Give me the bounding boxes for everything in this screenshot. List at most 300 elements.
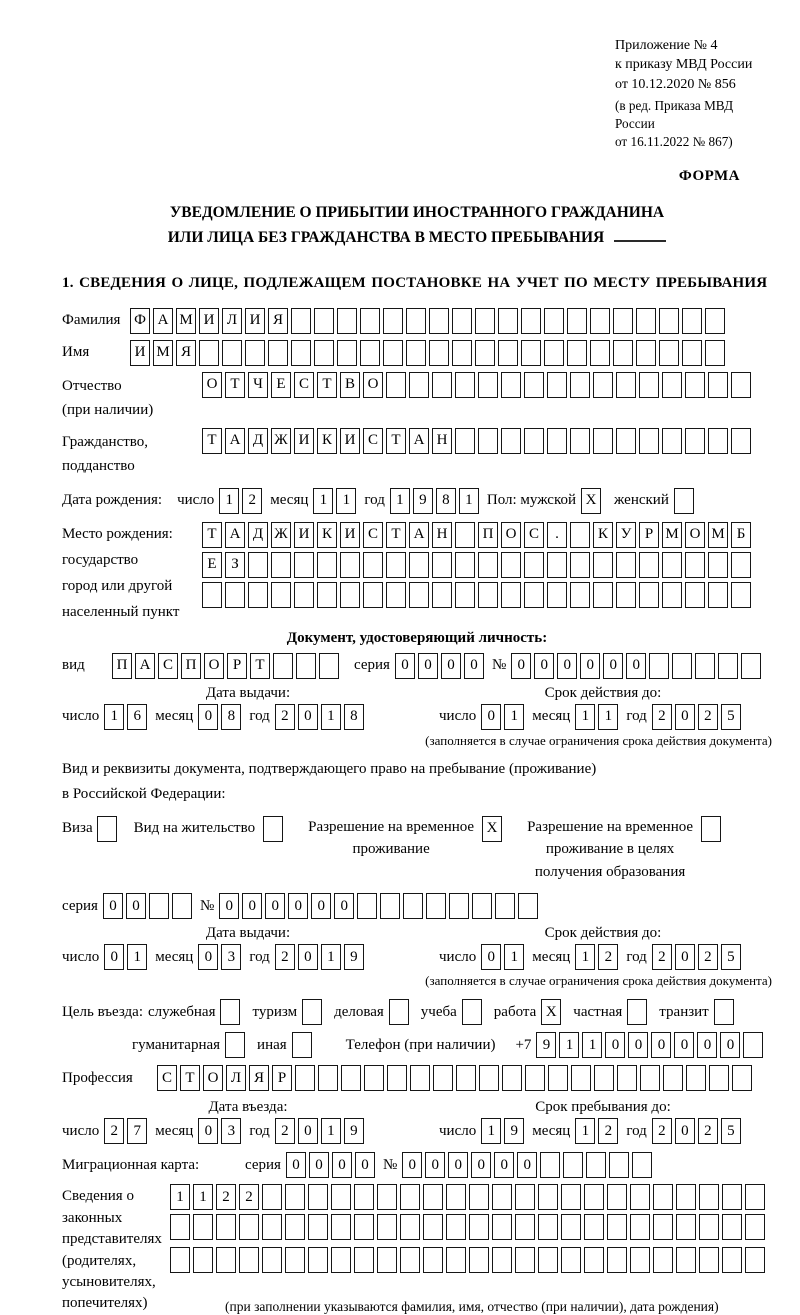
form-cell[interactable]: Т — [250, 653, 270, 679]
form-cell[interactable]: С — [524, 522, 544, 548]
form-cell[interactable] — [731, 428, 751, 454]
form-cell[interactable]: К — [317, 428, 337, 454]
temp-residence-checkbox[interactable] — [482, 816, 505, 842]
form-cell[interactable] — [220, 999, 240, 1025]
form-cell[interactable]: 9 — [413, 488, 433, 514]
form-cell[interactable]: И — [294, 522, 314, 548]
form-cell[interactable] — [262, 1184, 282, 1210]
form-cell[interactable]: 0 — [651, 1032, 671, 1058]
form-cell[interactable]: А — [409, 428, 429, 454]
form-cell[interactable]: 0 — [311, 893, 331, 919]
form-cell[interactable]: 1 — [459, 488, 479, 514]
visa-checkbox[interactable] — [97, 816, 120, 842]
form-cell[interactable] — [593, 372, 613, 398]
form-cell[interactable] — [662, 428, 682, 454]
form-cell[interactable] — [377, 1214, 397, 1240]
birth-place-line1[interactable] — [202, 522, 754, 548]
form-cell[interactable] — [544, 308, 564, 334]
form-cell[interactable]: 1 — [104, 704, 124, 730]
form-cell[interactable]: 8 — [436, 488, 456, 514]
migration-number-input[interactable] — [402, 1152, 655, 1178]
form-cell[interactable] — [659, 340, 679, 366]
form-cell[interactable] — [515, 1247, 535, 1273]
residence-number-input[interactable] — [219, 893, 541, 919]
form-cell[interactable] — [262, 1247, 282, 1273]
form-cell[interactable] — [387, 1065, 407, 1091]
form-cell[interactable] — [547, 552, 567, 578]
form-cell[interactable] — [386, 552, 406, 578]
form-cell[interactable]: 0 — [511, 653, 531, 679]
form-cell[interactable] — [676, 1247, 696, 1273]
form-cell[interactable]: X — [581, 488, 601, 514]
form-cell[interactable] — [538, 1214, 558, 1240]
form-cell[interactable] — [567, 340, 587, 366]
form-cell[interactable]: Ж — [271, 522, 291, 548]
form-cell[interactable]: 1 — [582, 1032, 602, 1058]
form-cell[interactable] — [616, 552, 636, 578]
form-cell[interactable] — [685, 428, 705, 454]
form-cell[interactable] — [308, 1214, 328, 1240]
form-cell[interactable]: 0 — [464, 653, 484, 679]
form-cell[interactable] — [331, 1214, 351, 1240]
form-cell[interactable] — [314, 340, 334, 366]
form-cell[interactable]: 2 — [275, 704, 295, 730]
form-cell[interactable]: О — [685, 522, 705, 548]
form-cell[interactable] — [360, 308, 380, 334]
form-cell[interactable]: 0 — [332, 1152, 352, 1178]
legal-reps-line1[interactable] — [170, 1184, 768, 1210]
form-cell[interactable]: П — [112, 653, 132, 679]
form-cell[interactable] — [705, 308, 725, 334]
form-cell[interactable] — [653, 1214, 673, 1240]
form-cell[interactable]: Е — [202, 552, 222, 578]
form-cell[interactable]: 0 — [288, 893, 308, 919]
form-cell[interactable]: Е — [271, 372, 291, 398]
form-cell[interactable] — [216, 1247, 236, 1273]
form-cell[interactable] — [708, 372, 728, 398]
form-cell[interactable] — [285, 1247, 305, 1273]
form-cell[interactable] — [663, 1065, 683, 1091]
form-cell[interactable]: К — [317, 522, 337, 548]
form-cell[interactable] — [170, 1214, 190, 1240]
form-cell[interactable]: 0 — [395, 653, 415, 679]
form-cell[interactable] — [570, 522, 590, 548]
form-cell[interactable]: 2 — [598, 944, 618, 970]
form-cell[interactable] — [294, 582, 314, 608]
profession-input[interactable] — [157, 1065, 755, 1091]
form-cell[interactable]: 0 — [219, 893, 239, 919]
form-cell[interactable]: А — [153, 308, 173, 334]
form-cell[interactable]: 1 — [481, 1118, 501, 1144]
form-cell[interactable]: 0 — [675, 1118, 695, 1144]
form-cell[interactable] — [708, 582, 728, 608]
form-cell[interactable]: И — [340, 522, 360, 548]
form-cell[interactable] — [472, 893, 492, 919]
form-cell[interactable] — [745, 1184, 765, 1210]
form-cell[interactable] — [570, 552, 590, 578]
form-cell[interactable]: П — [181, 653, 201, 679]
form-cell[interactable] — [639, 372, 659, 398]
stay-month[interactable] — [575, 1118, 621, 1144]
form-cell[interactable] — [262, 1214, 282, 1240]
form-cell[interactable]: 9 — [536, 1032, 556, 1058]
purpose-private-checkbox[interactable] — [627, 999, 650, 1025]
form-cell[interactable] — [705, 340, 725, 366]
form-cell[interactable] — [403, 893, 423, 919]
form-cell[interactable] — [429, 340, 449, 366]
form-cell[interactable]: 0 — [628, 1032, 648, 1058]
form-cell[interactable]: X — [482, 816, 502, 842]
form-cell[interactable] — [571, 1065, 591, 1091]
form-cell[interactable] — [357, 893, 377, 919]
form-cell[interactable]: 0 — [517, 1152, 537, 1178]
form-cell[interactable] — [199, 340, 219, 366]
form-cell[interactable]: О — [203, 1065, 223, 1091]
form-cell[interactable]: С — [157, 1065, 177, 1091]
form-cell[interactable]: М — [176, 308, 196, 334]
form-cell[interactable] — [701, 816, 721, 842]
form-cell[interactable] — [636, 340, 656, 366]
form-cell[interactable] — [308, 1247, 328, 1273]
form-cell[interactable] — [540, 1152, 560, 1178]
form-cell[interactable] — [593, 428, 613, 454]
form-cell[interactable]: А — [409, 522, 429, 548]
form-cell[interactable]: Ф — [130, 308, 150, 334]
form-cell[interactable] — [731, 552, 751, 578]
form-cell[interactable] — [659, 308, 679, 334]
form-cell[interactable] — [524, 582, 544, 608]
form-cell[interactable] — [452, 308, 472, 334]
form-cell[interactable]: 0 — [298, 944, 318, 970]
form-cell[interactable]: 1 — [336, 488, 356, 514]
form-cell[interactable]: С — [363, 522, 383, 548]
form-cell[interactable] — [501, 428, 521, 454]
form-cell[interactable] — [409, 582, 429, 608]
form-cell[interactable] — [455, 522, 475, 548]
form-cell[interactable] — [561, 1184, 581, 1210]
form-cell[interactable]: 2 — [652, 944, 672, 970]
form-cell[interactable] — [616, 428, 636, 454]
form-cell[interactable] — [225, 1032, 245, 1058]
form-cell[interactable]: 2 — [216, 1184, 236, 1210]
form-cell[interactable] — [446, 1214, 466, 1240]
patronymic-input[interactable] — [202, 372, 754, 398]
form-cell[interactable] — [478, 372, 498, 398]
form-cell[interactable] — [632, 1152, 652, 1178]
form-cell[interactable]: 1 — [219, 488, 239, 514]
form-cell[interactable] — [400, 1184, 420, 1210]
form-cell[interactable] — [607, 1214, 627, 1240]
form-cell[interactable] — [501, 582, 521, 608]
form-cell[interactable] — [685, 582, 705, 608]
form-cell[interactable] — [245, 340, 265, 366]
form-cell[interactable] — [495, 893, 515, 919]
form-cell[interactable] — [285, 1214, 305, 1240]
form-cell[interactable]: 1 — [127, 944, 147, 970]
form-cell[interactable] — [340, 582, 360, 608]
form-cell[interactable] — [685, 372, 705, 398]
form-cell[interactable]: 0 — [104, 944, 124, 970]
form-cell[interactable] — [741, 653, 761, 679]
birth-place-line3[interactable] — [202, 582, 754, 608]
form-cell[interactable] — [478, 552, 498, 578]
form-cell[interactable] — [630, 1214, 650, 1240]
form-cell[interactable] — [341, 1065, 361, 1091]
form-cell[interactable] — [377, 1247, 397, 1273]
form-cell[interactable] — [377, 1184, 397, 1210]
form-cell[interactable] — [363, 582, 383, 608]
form-cell[interactable]: 9 — [344, 944, 364, 970]
form-cell[interactable]: 5 — [721, 704, 741, 730]
form-cell[interactable] — [406, 308, 426, 334]
form-cell[interactable]: И — [340, 428, 360, 454]
form-cell[interactable]: 0 — [265, 893, 285, 919]
purpose-tourism-checkbox[interactable] — [302, 999, 325, 1025]
form-cell[interactable]: 0 — [441, 653, 461, 679]
form-cell[interactable] — [590, 308, 610, 334]
form-cell[interactable]: О — [501, 522, 521, 548]
form-cell[interactable]: Р — [227, 653, 247, 679]
form-cell[interactable] — [538, 1247, 558, 1273]
form-cell[interactable] — [722, 1214, 742, 1240]
form-cell[interactable] — [239, 1214, 259, 1240]
form-cell[interactable]: 1 — [321, 944, 341, 970]
form-cell[interactable] — [432, 372, 452, 398]
form-cell[interactable]: 0 — [355, 1152, 375, 1178]
form-cell[interactable] — [699, 1214, 719, 1240]
form-cell[interactable]: Т — [225, 372, 245, 398]
surname-input[interactable] — [130, 308, 728, 334]
form-cell[interactable]: 2 — [698, 944, 718, 970]
form-cell[interactable] — [745, 1214, 765, 1240]
form-cell[interactable] — [389, 999, 409, 1025]
form-cell[interactable]: 1 — [313, 488, 333, 514]
form-cell[interactable] — [616, 372, 636, 398]
form-cell[interactable]: А — [225, 428, 245, 454]
form-cell[interactable] — [547, 582, 567, 608]
form-cell[interactable] — [584, 1247, 604, 1273]
given-name-input[interactable] — [130, 340, 728, 366]
form-cell[interactable] — [518, 893, 538, 919]
form-cell[interactable]: 1 — [170, 1184, 190, 1210]
form-cell[interactable]: Ч — [248, 372, 268, 398]
form-cell[interactable] — [653, 1184, 673, 1210]
form-cell[interactable] — [561, 1214, 581, 1240]
form-cell[interactable]: 1 — [390, 488, 410, 514]
form-cell[interactable] — [380, 893, 400, 919]
form-cell[interactable]: 0 — [471, 1152, 491, 1178]
form-cell[interactable] — [538, 1184, 558, 1210]
form-cell[interactable]: 0 — [402, 1152, 422, 1178]
form-cell[interactable] — [731, 582, 751, 608]
form-cell[interactable]: 0 — [675, 944, 695, 970]
form-cell[interactable] — [498, 340, 518, 366]
form-cell[interactable] — [426, 893, 446, 919]
form-cell[interactable]: С — [363, 428, 383, 454]
form-cell[interactable] — [172, 893, 192, 919]
form-cell[interactable] — [515, 1214, 535, 1240]
form-cell[interactable]: У — [616, 522, 636, 548]
form-cell[interactable]: 7 — [127, 1118, 147, 1144]
form-cell[interactable] — [97, 816, 117, 842]
form-cell[interactable]: В — [340, 372, 360, 398]
form-cell[interactable]: 0 — [603, 653, 623, 679]
form-cell[interactable] — [590, 340, 610, 366]
form-cell[interactable] — [492, 1214, 512, 1240]
form-cell[interactable] — [515, 1184, 535, 1210]
form-cell[interactable] — [492, 1184, 512, 1210]
form-cell[interactable]: 0 — [697, 1032, 717, 1058]
form-cell[interactable]: И — [130, 340, 150, 366]
form-cell[interactable] — [432, 552, 452, 578]
form-cell[interactable] — [627, 999, 647, 1025]
form-cell[interactable] — [544, 340, 564, 366]
form-cell[interactable] — [524, 372, 544, 398]
form-cell[interactable] — [263, 816, 283, 842]
residence-issue-year[interactable] — [275, 944, 367, 970]
form-cell[interactable]: 1 — [504, 704, 524, 730]
citizenship-input[interactable] — [202, 428, 754, 454]
form-cell[interactable] — [676, 1214, 696, 1240]
form-cell[interactable] — [383, 340, 403, 366]
form-cell[interactable] — [432, 582, 452, 608]
form-cell[interactable] — [239, 1247, 259, 1273]
form-cell[interactable]: 0 — [720, 1032, 740, 1058]
form-cell[interactable]: 0 — [242, 893, 262, 919]
form-cell[interactable] — [676, 1184, 696, 1210]
form-cell[interactable] — [170, 1247, 190, 1273]
form-cell[interactable]: 1 — [575, 1118, 595, 1144]
form-cell[interactable] — [682, 340, 702, 366]
form-cell[interactable] — [570, 372, 590, 398]
form-cell[interactable]: 0 — [534, 653, 554, 679]
form-cell[interactable]: 0 — [126, 893, 146, 919]
form-cell[interactable] — [525, 1065, 545, 1091]
form-cell[interactable]: Б — [731, 522, 751, 548]
form-cell[interactable] — [423, 1247, 443, 1273]
form-cell[interactable] — [285, 1184, 305, 1210]
form-cell[interactable] — [193, 1214, 213, 1240]
form-cell[interactable]: 0 — [481, 704, 501, 730]
form-cell[interactable]: Я — [249, 1065, 269, 1091]
purpose-humanitarian-checkbox[interactable] — [225, 1032, 248, 1058]
form-cell[interactable] — [686, 1065, 706, 1091]
identity-issue-year[interactable] — [275, 704, 367, 730]
form-cell[interactable] — [469, 1247, 489, 1273]
form-cell[interactable] — [570, 582, 590, 608]
form-cell[interactable] — [354, 1214, 374, 1240]
form-cell[interactable] — [478, 428, 498, 454]
form-cell[interactable]: 1 — [504, 944, 524, 970]
form-cell[interactable] — [501, 372, 521, 398]
form-cell[interactable]: А — [225, 522, 245, 548]
form-cell[interactable]: Л — [226, 1065, 246, 1091]
form-cell[interactable] — [714, 999, 734, 1025]
form-cell[interactable]: 5 — [721, 944, 741, 970]
form-cell[interactable] — [317, 552, 337, 578]
form-cell[interactable] — [354, 1247, 374, 1273]
form-cell[interactable] — [423, 1214, 443, 1240]
form-cell[interactable] — [337, 308, 357, 334]
birth-month-input[interactable] — [313, 488, 359, 514]
form-cell[interactable]: С — [158, 653, 178, 679]
form-cell[interactable] — [292, 1032, 312, 1058]
form-cell[interactable]: 2 — [239, 1184, 259, 1210]
form-cell[interactable] — [662, 372, 682, 398]
form-cell[interactable] — [548, 1065, 568, 1091]
form-cell[interactable] — [268, 340, 288, 366]
stay-day[interactable] — [481, 1118, 527, 1144]
form-cell[interactable]: 2 — [242, 488, 262, 514]
form-cell[interactable] — [409, 552, 429, 578]
form-cell[interactable] — [308, 1184, 328, 1210]
form-cell[interactable]: М — [708, 522, 728, 548]
form-cell[interactable]: 0 — [309, 1152, 329, 1178]
form-cell[interactable]: 1 — [559, 1032, 579, 1058]
form-cell[interactable]: Т — [386, 428, 406, 454]
doc-kind-input[interactable] — [112, 653, 342, 679]
purpose-official-checkbox[interactable] — [220, 999, 243, 1025]
form-cell[interactable]: И — [245, 308, 265, 334]
form-cell[interactable] — [273, 653, 293, 679]
form-cell[interactable]: Н — [432, 428, 452, 454]
form-cell[interactable]: Ж — [271, 428, 291, 454]
residence-series-input[interactable] — [103, 893, 195, 919]
legal-reps-line3[interactable] — [170, 1247, 768, 1273]
form-cell[interactable] — [455, 552, 475, 578]
birth-place-line2[interactable] — [202, 552, 754, 578]
form-cell[interactable] — [630, 1184, 650, 1210]
form-cell[interactable] — [248, 582, 268, 608]
form-cell[interactable] — [302, 999, 322, 1025]
form-cell[interactable] — [469, 1214, 489, 1240]
form-cell[interactable]: 1 — [598, 704, 618, 730]
form-cell[interactable] — [682, 308, 702, 334]
form-cell[interactable] — [429, 308, 449, 334]
purpose-work-checkbox[interactable] — [541, 999, 564, 1025]
form-cell[interactable] — [423, 1184, 443, 1210]
form-cell[interactable] — [193, 1247, 213, 1273]
form-cell[interactable] — [521, 340, 541, 366]
form-cell[interactable]: 9 — [504, 1118, 524, 1144]
form-cell[interactable] — [364, 1065, 384, 1091]
residence-valid-month[interactable] — [575, 944, 621, 970]
form-cell[interactable]: 0 — [494, 1152, 514, 1178]
form-cell[interactable] — [216, 1214, 236, 1240]
form-cell[interactable] — [708, 552, 728, 578]
form-cell[interactable]: 1 — [575, 704, 595, 730]
form-cell[interactable] — [708, 428, 728, 454]
form-cell[interactable]: П — [478, 522, 498, 548]
form-cell[interactable] — [639, 428, 659, 454]
form-cell[interactable]: Н — [432, 522, 452, 548]
form-cell[interactable] — [636, 308, 656, 334]
form-cell[interactable]: 0 — [298, 704, 318, 730]
form-cell[interactable] — [462, 999, 482, 1025]
form-cell[interactable] — [732, 1065, 752, 1091]
form-cell[interactable] — [547, 372, 567, 398]
form-cell[interactable]: З — [225, 552, 245, 578]
form-cell[interactable]: 0 — [557, 653, 577, 679]
form-cell[interactable] — [609, 1152, 629, 1178]
form-cell[interactable]: М — [153, 340, 173, 366]
form-cell[interactable] — [360, 340, 380, 366]
entry-day[interactable] — [104, 1118, 150, 1144]
form-cell[interactable]: 2 — [275, 1118, 295, 1144]
form-cell[interactable] — [722, 1247, 742, 1273]
form-cell[interactable] — [731, 372, 751, 398]
form-cell[interactable] — [685, 552, 705, 578]
